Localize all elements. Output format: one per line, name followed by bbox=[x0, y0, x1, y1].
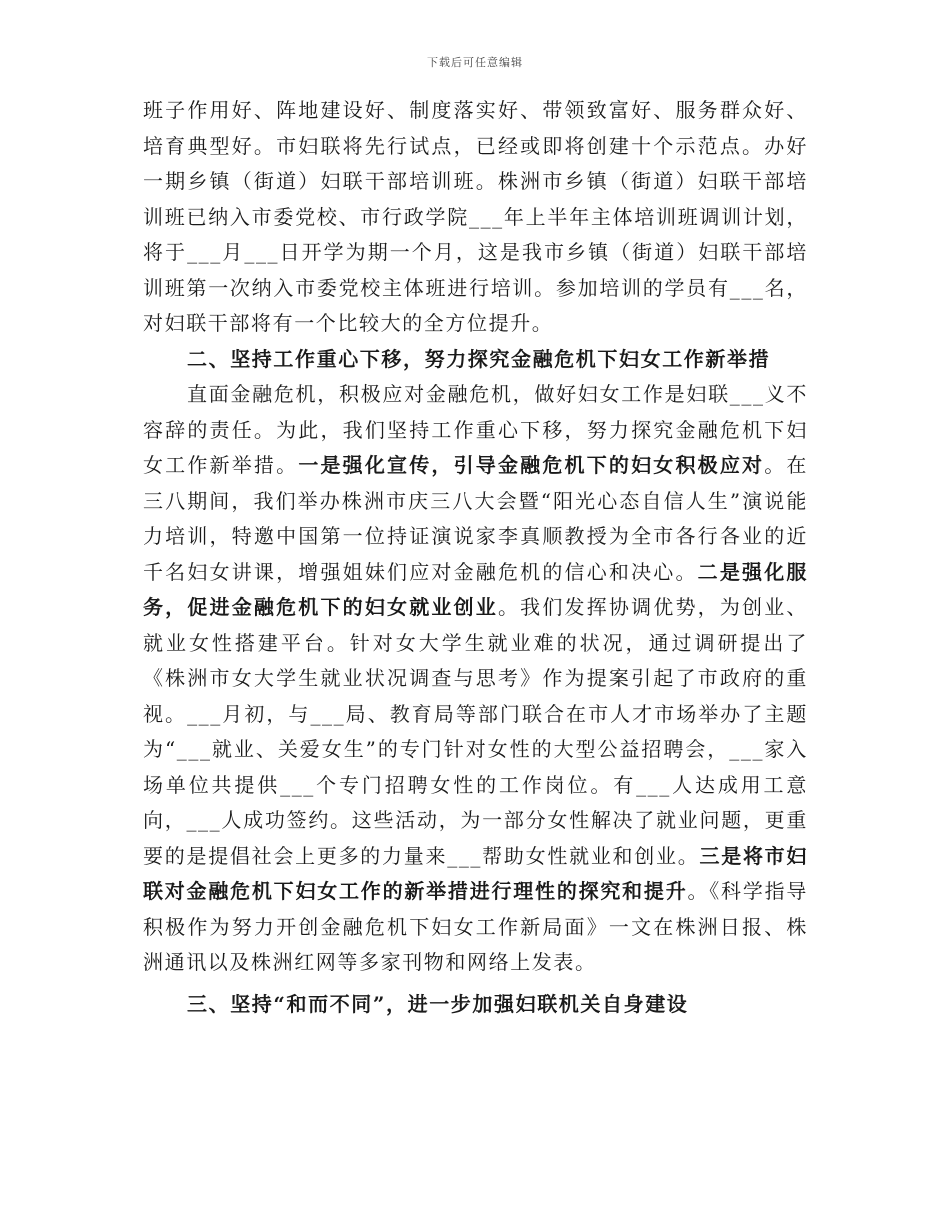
paragraph-2-text-2: 。在三八期间，我们举办株洲市庆三八大会暨“阳光心态自信人生”演说能力培训，特邀中国第一位持证演说家李真顺教授为全市各行各业的近千名妇女讲课，增强姐妹们应对金融危机的信心和决心。 bbox=[143, 453, 809, 584]
paragraph-2-text-1: 直面金融危机，积极应对金融危机，做好妇女工作是妇联___义不容辞的责任。为此，我们坚持工作重心下移，努力探究金融危机下妇女工作新举措。 bbox=[143, 382, 808, 477]
section-heading-3: 三、坚持“和而不同”，进一步加强妇联机关自身建设 bbox=[187, 991, 689, 1016]
page-header-note: 下载后可任意编辑 bbox=[427, 56, 523, 69]
paragraph-1: 班子作用好、阵地建设好、制度落实好、带领致富好、服务群众好、培育典型好。市妇联将先行试点，已经或即将创建十个示范点。办好一期乡镇（街道）妇联干部培训班。株洲市乡镇（街道）妇联干部培训班已纳入市委党校、市行政学院___年上半年主体培训班调训计划，将于___月___日开学为期一个月，这是我市乡镇（街道）妇联干部培训班第一次纳入市委党校主体班进行培训。参加培训的学员有___名，对妇联干部将有一个比较大的全方位提升。 bbox=[143, 98, 808, 335]
paragraph-2-bold-1: 一是强化宣传，引导金融危机下的妇女积极应对 bbox=[298, 453, 765, 477]
paragraph-2-text-3: 。我们发挥协调优势，为创业、就业女性搭建平台。针对女大学生就业难的状况，通过调研提出了《株洲市女大学生就业状况调查与思考》作为提案引起了市政府的重视。___月初，与___局、教育局等部门联合在市人才市场举办了主题为“___就业、关爱女生”的专门针对女性的大型公益招聘会，___家入场单位共提供___个专门招聘女性的工作岗位。有___人达成用工意向，___人成功签约。这些活动，为一部分女性解决了就业问题，更重要的是提倡社会上更多的力量来___帮助女性就业和创业。 bbox=[143, 595, 808, 868]
paragraph-2-text-4: 。《科学指导积极作为努力开创金融危机下妇女工作新局面》一文在株洲日报、株洲通讯以及株洲红网等多家刊物和网络上发表。 bbox=[143, 879, 808, 974]
paragraph-2 bbox=[143, 377, 808, 981]
paragraph-2-bold-2: 二是强化服务，促进金融危机下的妇女就业创业 bbox=[143, 559, 809, 619]
section-heading-2: 二、坚持工作重心下移，努力探究金融危机下妇女工作新举措 bbox=[187, 346, 771, 371]
paragraph-2-bold-3: 三是将市妇联对金融危机下妇女工作的新举措进行理性的探究和提升 bbox=[143, 843, 809, 903]
document-body bbox=[143, 93, 808, 1022]
